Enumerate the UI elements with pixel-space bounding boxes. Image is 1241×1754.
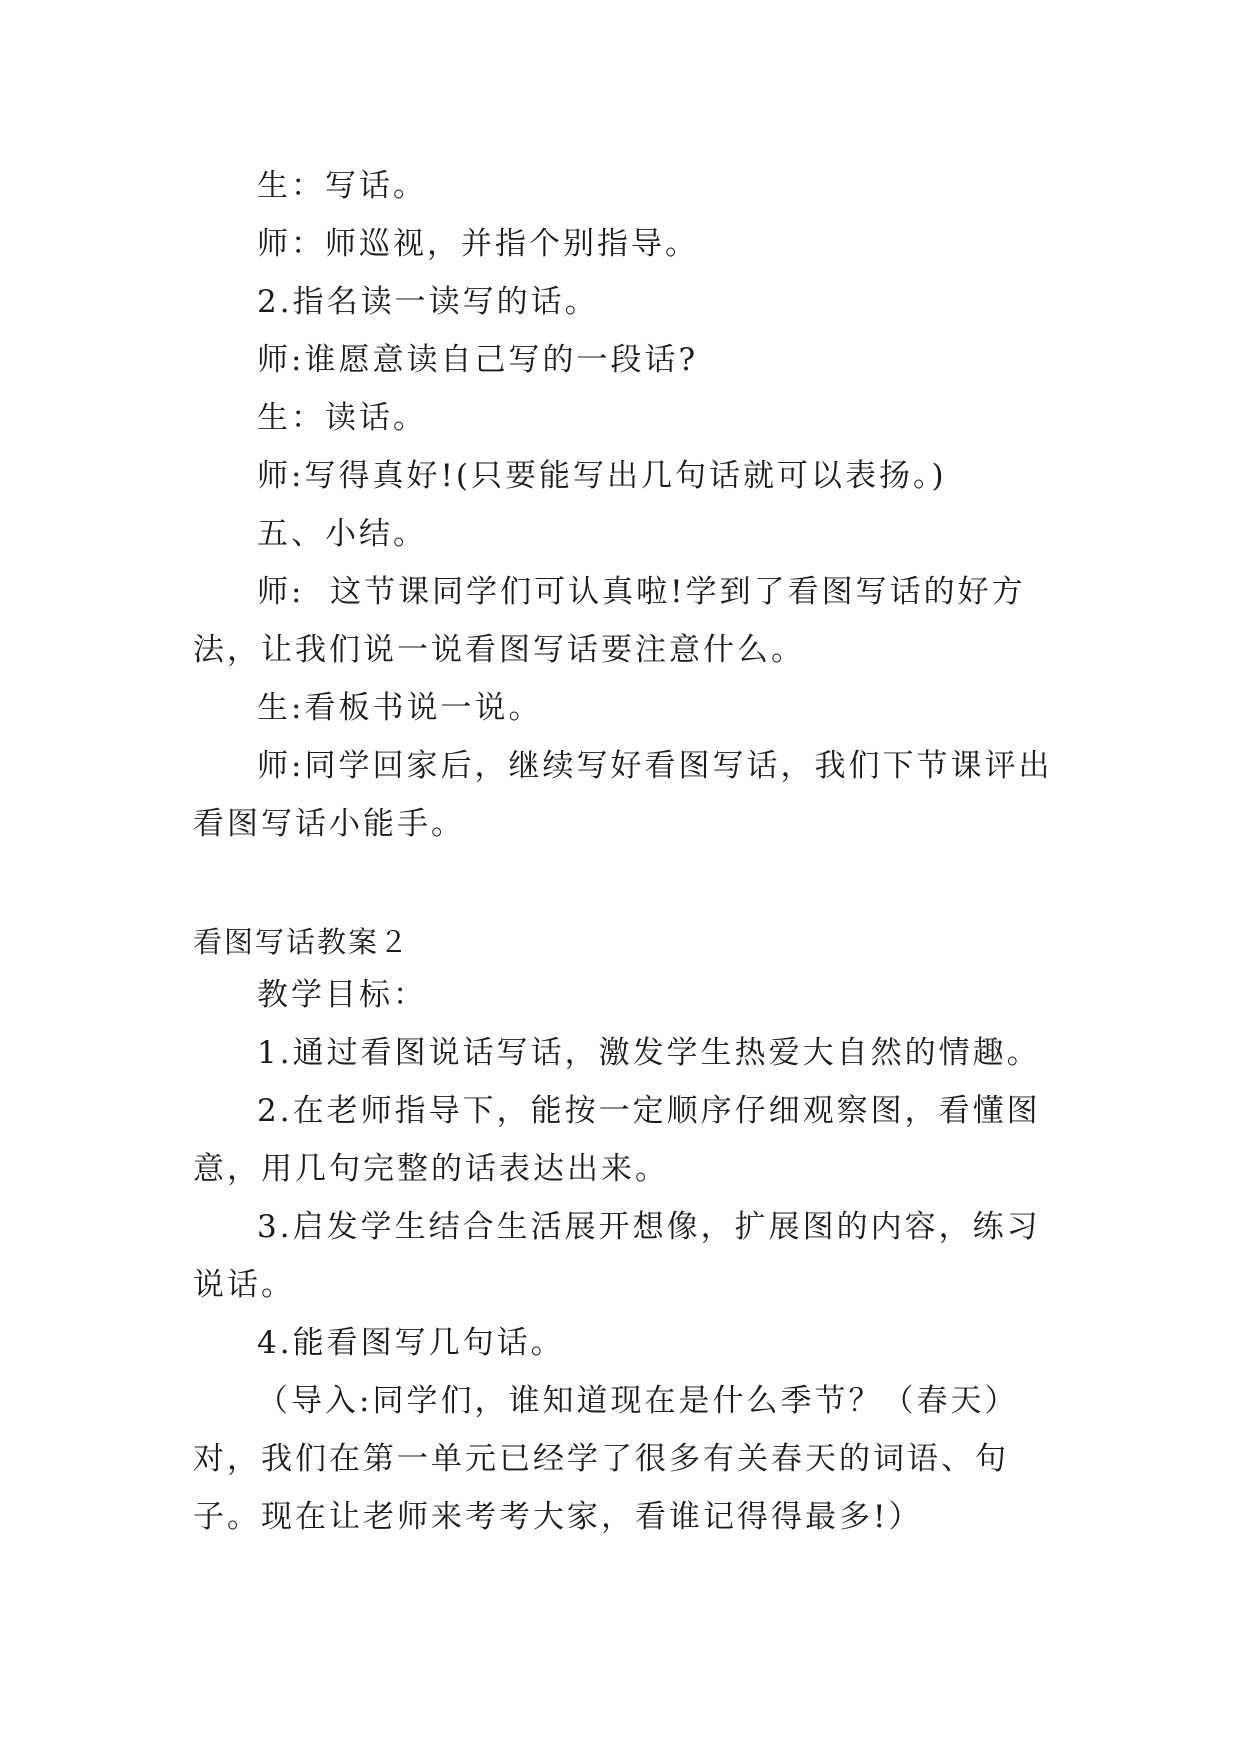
objectives-heading: 教学目标： — [257, 977, 427, 1013]
objective-item: 1.通过看图说话写话，激发学生热爱大自然的情趣。 — [257, 1035, 1041, 1071]
dialogue-line: 师：师巡视，并指个别指导。 — [257, 226, 699, 262]
objective-item: 4.能看图写几句话。 — [257, 1325, 565, 1361]
document-title: 看图写话教案２ — [193, 925, 411, 959]
dialogue-line: 师:写得真好!(只要能写出几句话就可以表扬。) — [257, 458, 947, 494]
step-line: 2.指名读一读写的话。 — [257, 284, 599, 320]
intro-paragraph: （导入:同学们，谁知道现在是什么季节？（春天）对，我们在第一单元已经学了很多有关春天的词语、句子。现在让老师来考考大家，看谁记得得最多!） — [193, 1383, 1019, 1535]
objective-item: 3.启发学生结合生活展开想像，扩展图的内容，练习说话。 — [193, 1209, 1041, 1303]
dialogue-line: 生:看板书说一说。 — [257, 690, 543, 726]
section-heading-line: 五、小结。 — [257, 516, 427, 552]
dialogue-line: 生：读话。 — [257, 400, 427, 436]
dialogue-paragraph: 师:同学回家后，继续写好看图写话，我们下节课评出看图写话小能手。 — [193, 748, 1053, 842]
objective-item: 2.在老师指导下，能按一定顺序仔细观察图，看懂图意，用几句完整的话表达出来。 — [193, 1093, 1041, 1187]
dialogue-line: 师:谁愿意读自己写的一段话? — [257, 342, 699, 378]
dialogue-paragraph: 师: 这节课同学们可认真啦!学到了看图写话的好方法，让我们说一说看图写话要注意什么。 — [193, 574, 1026, 668]
dialogue-line: 生：写话。 — [257, 168, 427, 204]
